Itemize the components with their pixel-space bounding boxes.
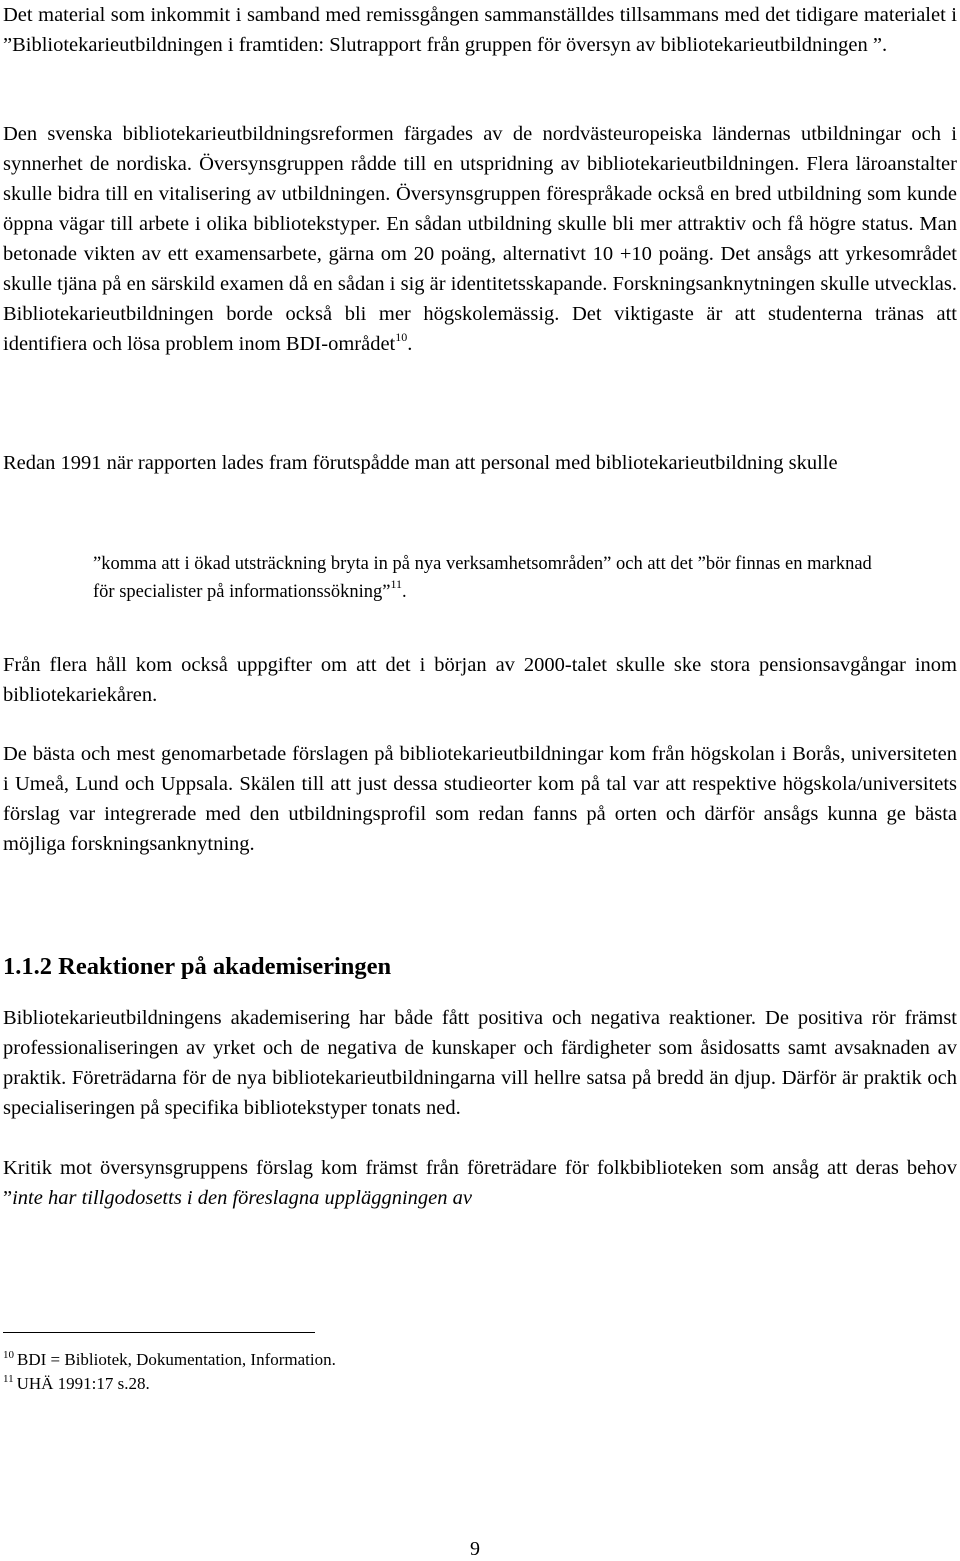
footnote-11 xyxy=(3,1373,150,1395)
paragraph-text: Från flera håll kom också uppgifter om att det i början av 2000-talet skulle ske stora pensionsavgångar inom bibliotekariekåren. xyxy=(3,654,957,706)
footnote-text: UHÄ 1991:17 s.28. xyxy=(16,1374,150,1393)
paragraph-criticism xyxy=(3,1153,957,1213)
paragraph-text: Redan 1991 när rapporten lades fram förutspådde man att personal med bibliotekarieutbildning skulle xyxy=(3,452,838,474)
paragraph-end: . xyxy=(407,333,413,355)
footnote-text: BDI = Bibliotek, Dokumentation, Information. xyxy=(17,1350,336,1369)
paragraph-text: Bibliotekarieutbildningens akademisering har både fått positiva och negativa reaktioner. De positiva rör främst professionaliseringen av yrket och de negativa de kunskaper och färdigheter som åsidosatts samt avsaknaden av praktik. Företrädarna för de nya bibliotekarieutbildningarna vill hellre satsa på bredd än djup. Därför är praktik och specialiseringen på specifika bibliotekstyper tonats ned. xyxy=(3,1007,957,1119)
footnote-reference[interactable]: 10 xyxy=(395,330,408,344)
paragraph-proposals xyxy=(3,739,957,859)
quote-text: ”komma att i ökad utsträckning bryta in på nya verksamhetsområden” och att det ”bör finnas en marknad för specialister på informationssökning” xyxy=(93,554,872,602)
footnote-mark: 10 xyxy=(3,1349,14,1361)
paragraph-retirements xyxy=(3,650,957,710)
paragraph-text: Kritik mot översynsgruppens förslag kom främst från företrädare för folkbiblioteken som ansåg att deras behov ” xyxy=(3,1157,957,1209)
footnote-mark: 11 xyxy=(3,1373,14,1385)
paragraph-text: Det material som inkommit i samband med remissgången sammanställdes tillsammans med det tidigare materialet i ”Bibliotekarieutbildningen i framtiden: Slutrapport från gruppen för översyn av bibliotekarieutbildningen ”. xyxy=(3,4,957,56)
paragraph-text: De bästa och mest genomarbetade förslagen på bibliotekarieutbildningar kom från högskolan i Borås, universiteten i Umeå, Lund och Uppsala. Skälen till att just dessa studieorter kom på tal var att respektive högskola/universitets förslag var integrerade med den utbildningsprofil som redan fanns på orten och därför ansågs kunna ge bästa möjliga forskningsanknytning. xyxy=(3,743,957,855)
quote-end: . xyxy=(402,582,407,602)
footnote-10 xyxy=(3,1349,336,1371)
paragraph-italic-quote: inte har tillgodosetts i den föreslagna uppläggningen av xyxy=(12,1187,472,1209)
paragraph-1991-report xyxy=(3,448,957,478)
footnote-reference[interactable]: 11 xyxy=(390,577,403,591)
paragraph-text: Den svenska bibliotekarieutbildningsreformen färgades av de nordvästeuropeiska ländernas utbildningar och i synnerhet de nordiska. Översynsgruppen rådde till en utspridning av bibliotekarieutbildningen. Flera läroanstalter skulle bidra till en vitalisering av utbildningen. Översynsgruppen förespråkade också en bred utbildning som kunde öppna vägar till arbete i olika bibliotekstyper. En sådan utbildning skulle bli mer attraktiv och få högre status. Man betonade vikten av ett examensarbete, gärna om 20 poäng, alternativt 10 +10 poäng. Det ansågs att yrkesområdet skulle tjäna på en särskild examen då en sådan i sig är identitetsskapande. Forskningsanknytningen skulle utvecklas. Bibliotekarieutbildningen borde också bli mer högskolemässig. Det viktigaste är att studenterna tränas att identifiera och lösa problem inom BDI-området xyxy=(3,123,957,355)
block-quote xyxy=(93,550,873,606)
section-heading: 1.1.2 Reaktioner på akademiseringen xyxy=(3,953,392,980)
page-number: 9 xyxy=(470,1538,480,1560)
paragraph-reform xyxy=(3,119,957,359)
paragraph-remiss xyxy=(3,0,957,60)
paragraph-reactions xyxy=(3,1003,957,1123)
footnote-separator xyxy=(3,1332,315,1333)
